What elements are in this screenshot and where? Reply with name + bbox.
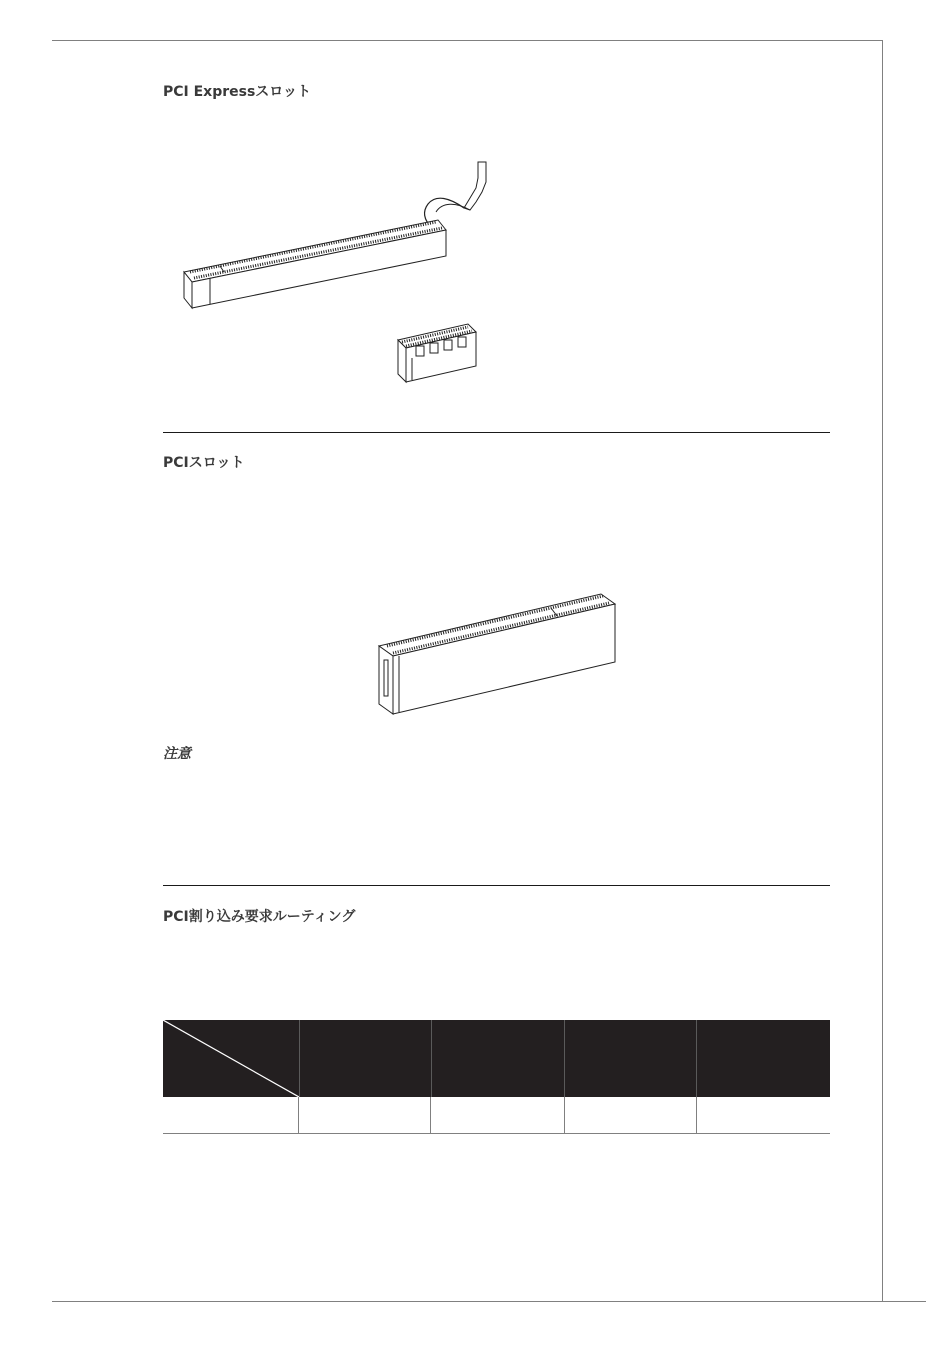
- section-divider-2: [163, 885, 830, 886]
- diagonal-divider: [163, 1020, 299, 1097]
- right-border: [882, 40, 883, 1302]
- pcie-x1-slot-illustration: [392, 318, 488, 386]
- section-divider-1: [163, 432, 830, 433]
- pcie-x16-slot-illustration: [180, 158, 500, 318]
- table-cell: [163, 1097, 298, 1133]
- table-corner-cell: [163, 1020, 299, 1097]
- top-rule: [52, 40, 883, 41]
- table-cell: [564, 1097, 696, 1133]
- table-header-cell: [696, 1020, 830, 1097]
- pci-slot-illustration: [375, 590, 625, 718]
- table-cell: [696, 1097, 830, 1133]
- table-cell: [430, 1097, 563, 1133]
- table-header-row: [163, 1020, 830, 1097]
- note-title: 注意: [163, 746, 191, 762]
- table-header-cell: [431, 1020, 564, 1097]
- section-title-pcie: PCI Expressスロット: [163, 84, 312, 100]
- table-header-cell: [564, 1020, 696, 1097]
- bottom-rule: [52, 1301, 926, 1302]
- section-title-pci: PCIスロット: [163, 455, 245, 471]
- table-cell: [298, 1097, 430, 1133]
- table-row: [163, 1097, 830, 1134]
- irq-routing-table: [163, 1020, 830, 1134]
- section-title-irq-routing: PCI割り込み要求ルーティング: [163, 909, 356, 925]
- table-header-cell: [299, 1020, 431, 1097]
